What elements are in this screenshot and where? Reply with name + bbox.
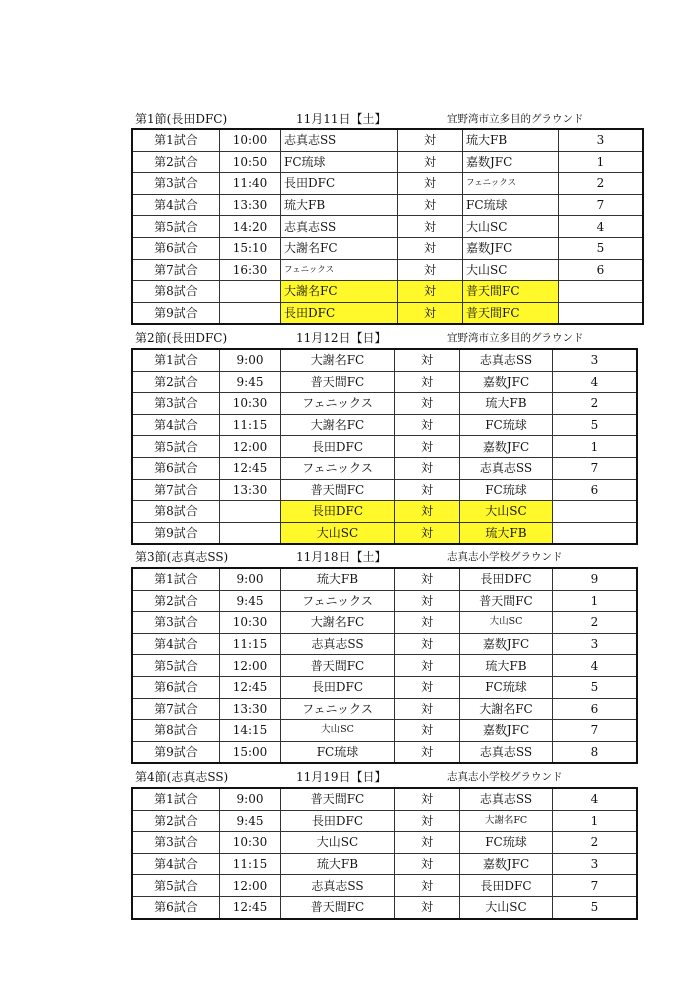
home-team: 普天間FC bbox=[281, 896, 395, 918]
versus-label: 対 bbox=[395, 676, 460, 698]
kickoff-time: 11:15 bbox=[220, 633, 281, 655]
home-team: 志真志SS bbox=[281, 216, 398, 238]
section-venue: 志真志小学校グラウンド bbox=[447, 551, 563, 563]
match-number: 第3試合 bbox=[132, 832, 220, 854]
table-row bbox=[132, 414, 637, 436]
kickoff-time: 13:30 bbox=[220, 194, 281, 216]
section-venue: 宜野湾市立多目的グラウンド bbox=[447, 332, 584, 344]
section-venue: 宜野湾市立多目的グラウンド bbox=[447, 113, 584, 125]
kickoff-time bbox=[220, 501, 281, 523]
away-team: 琉大FB bbox=[463, 129, 559, 151]
referee-team-number: 7 bbox=[553, 720, 638, 742]
referee-team-number: 2 bbox=[553, 612, 638, 634]
table-row bbox=[132, 720, 637, 742]
match-number: 第9試合 bbox=[132, 741, 220, 763]
away-team: FC琉球 bbox=[460, 479, 553, 501]
home-team: 大山SC bbox=[281, 522, 395, 544]
versus-label: 対 bbox=[395, 612, 460, 634]
table-row bbox=[132, 612, 637, 634]
away-team: 嘉数JFC bbox=[460, 853, 553, 875]
referee-team-number: 6 bbox=[553, 479, 638, 501]
referee-team-number: 1 bbox=[553, 810, 638, 832]
match-number: 第6試合 bbox=[132, 896, 220, 918]
section-header bbox=[131, 545, 629, 565]
away-team: 嘉数JFC bbox=[460, 371, 553, 393]
referee-team-number: 3 bbox=[559, 129, 644, 151]
away-team: FC琉球 bbox=[460, 676, 553, 698]
kickoff-time: 14:20 bbox=[220, 216, 281, 238]
table-row bbox=[132, 281, 643, 303]
home-team: 琉大FB bbox=[281, 853, 395, 875]
referee-team-number: 5 bbox=[553, 676, 638, 698]
section-date: 11月11日【土】 bbox=[296, 112, 387, 126]
away-team: 琉大FB bbox=[460, 393, 553, 415]
table-row bbox=[132, 302, 643, 324]
kickoff-time: 11:40 bbox=[220, 173, 281, 195]
kickoff-time: 10:00 bbox=[220, 129, 281, 151]
section-title: 第2節(長田DFC) bbox=[135, 331, 228, 345]
table-row bbox=[132, 698, 637, 720]
home-team: フェニックス bbox=[281, 698, 395, 720]
home-team: 普天間FC bbox=[281, 655, 395, 677]
away-team: 志真志SS bbox=[460, 457, 553, 479]
referee-team-number: 3 bbox=[553, 349, 638, 371]
away-team: 大山SC bbox=[460, 896, 553, 918]
table-row bbox=[132, 173, 643, 195]
home-team: 普天間FC bbox=[281, 479, 395, 501]
versus-label: 対 bbox=[395, 590, 460, 612]
home-team: 長田DFC bbox=[281, 810, 395, 832]
table-row bbox=[132, 237, 643, 259]
away-team: 琉大FB bbox=[460, 522, 553, 544]
away-team: 普天間FC bbox=[460, 590, 553, 612]
table-row bbox=[132, 436, 637, 458]
match-number: 第2試合 bbox=[132, 590, 220, 612]
match-table bbox=[131, 128, 644, 325]
away-team: 長田DFC bbox=[460, 568, 553, 590]
away-team: 嘉数JFC bbox=[460, 720, 553, 742]
table-row bbox=[132, 568, 637, 590]
away-team: 普天間FC bbox=[463, 281, 559, 303]
match-number: 第5試合 bbox=[132, 875, 220, 897]
away-team: 嘉数JFC bbox=[463, 237, 559, 259]
away-team: フェニックス bbox=[463, 173, 559, 195]
versus-label: 対 bbox=[398, 281, 463, 303]
match-number: 第2試合 bbox=[132, 810, 220, 832]
match-number: 第4試合 bbox=[132, 414, 220, 436]
versus-label: 対 bbox=[395, 655, 460, 677]
referee-team-number: 7 bbox=[553, 875, 638, 897]
table-row bbox=[132, 129, 643, 151]
home-team: 志真志SS bbox=[281, 633, 395, 655]
away-team: 大謝名FC bbox=[460, 810, 553, 832]
match-number: 第5試合 bbox=[132, 216, 220, 238]
home-team: 大謝名FC bbox=[281, 281, 398, 303]
match-number: 第4試合 bbox=[132, 853, 220, 875]
versus-label: 対 bbox=[395, 371, 460, 393]
versus-label: 対 bbox=[395, 501, 460, 523]
versus-label: 対 bbox=[395, 349, 460, 371]
table-row bbox=[132, 676, 637, 698]
match-number: 第3試合 bbox=[132, 173, 220, 195]
kickoff-time: 9:00 bbox=[220, 788, 281, 810]
section-title: 第1節(長田DFC) bbox=[135, 112, 228, 126]
referee-team-number: 2 bbox=[559, 173, 644, 195]
kickoff-time: 12:45 bbox=[220, 896, 281, 918]
match-table bbox=[131, 567, 638, 764]
match-number: 第4試合 bbox=[132, 194, 220, 216]
kickoff-time: 10:50 bbox=[220, 151, 281, 173]
away-team: 大山SC bbox=[463, 259, 559, 281]
versus-label: 対 bbox=[395, 568, 460, 590]
away-team: 大山SC bbox=[460, 501, 553, 523]
match-number: 第1試合 bbox=[132, 129, 220, 151]
referee-team-number: 5 bbox=[559, 237, 644, 259]
home-team: 大謝名FC bbox=[281, 414, 395, 436]
referee-team-number: 5 bbox=[553, 896, 638, 918]
away-team: 長田DFC bbox=[460, 875, 553, 897]
kickoff-time: 15:00 bbox=[220, 741, 281, 763]
referee-team-number bbox=[553, 501, 638, 523]
match-number: 第7試合 bbox=[132, 479, 220, 501]
referee-team-number: 3 bbox=[553, 853, 638, 875]
versus-label: 対 bbox=[398, 151, 463, 173]
home-team: 志真志SS bbox=[281, 875, 395, 897]
kickoff-time: 13:30 bbox=[220, 479, 281, 501]
table-row bbox=[132, 655, 637, 677]
versus-label: 対 bbox=[395, 522, 460, 544]
match-number: 第5試合 bbox=[132, 436, 220, 458]
match-table bbox=[131, 348, 638, 545]
versus-label: 対 bbox=[395, 832, 460, 854]
kickoff-time: 10:30 bbox=[220, 393, 281, 415]
home-team: 長田DFC bbox=[281, 436, 395, 458]
home-team: 普天間FC bbox=[281, 788, 395, 810]
match-number: 第2試合 bbox=[132, 151, 220, 173]
kickoff-time: 12:45 bbox=[220, 676, 281, 698]
versus-label: 対 bbox=[398, 237, 463, 259]
table-row bbox=[132, 788, 637, 810]
versus-label: 対 bbox=[395, 393, 460, 415]
away-team: FC琉球 bbox=[463, 194, 559, 216]
away-team: 普天間FC bbox=[463, 302, 559, 324]
versus-label: 対 bbox=[395, 741, 460, 763]
kickoff-time: 11:15 bbox=[220, 853, 281, 875]
referee-team-number: 4 bbox=[559, 216, 644, 238]
kickoff-time: 9:45 bbox=[220, 810, 281, 832]
kickoff-time: 12:00 bbox=[220, 875, 281, 897]
kickoff-time bbox=[220, 522, 281, 544]
match-number: 第7試合 bbox=[132, 698, 220, 720]
referee-team-number: 5 bbox=[553, 414, 638, 436]
kickoff-time: 10:30 bbox=[220, 612, 281, 634]
table-row bbox=[132, 832, 637, 854]
kickoff-time bbox=[220, 302, 281, 324]
match-number: 第1試合 bbox=[132, 349, 220, 371]
kickoff-time: 11:15 bbox=[220, 414, 281, 436]
home-team: フェニックス bbox=[281, 590, 395, 612]
away-team: 琉大FB bbox=[460, 655, 553, 677]
home-team: 志真志SS bbox=[281, 129, 398, 151]
table-row bbox=[132, 590, 637, 612]
table-row bbox=[132, 393, 637, 415]
away-team: 志真志SS bbox=[460, 349, 553, 371]
home-team: 大山SC bbox=[281, 720, 395, 742]
match-number: 第1試合 bbox=[132, 568, 220, 590]
away-team: 嘉数JFC bbox=[460, 436, 553, 458]
section-header bbox=[131, 107, 629, 127]
home-team: FC琉球 bbox=[281, 151, 398, 173]
match-number: 第4試合 bbox=[132, 633, 220, 655]
kickoff-time: 16:30 bbox=[220, 259, 281, 281]
referee-team-number: 1 bbox=[559, 151, 644, 173]
kickoff-time bbox=[220, 281, 281, 303]
versus-label: 対 bbox=[395, 414, 460, 436]
kickoff-time: 13:30 bbox=[220, 698, 281, 720]
versus-label: 対 bbox=[398, 216, 463, 238]
match-number: 第5試合 bbox=[132, 655, 220, 677]
versus-label: 対 bbox=[398, 259, 463, 281]
match-table bbox=[131, 787, 638, 920]
home-team: 長田DFC bbox=[281, 302, 398, 324]
kickoff-time: 9:45 bbox=[220, 371, 281, 393]
table-row bbox=[132, 259, 643, 281]
section-venue: 志真志小学校グラウンド bbox=[447, 771, 563, 783]
table-row bbox=[132, 853, 637, 875]
referee-team-number: 4 bbox=[553, 655, 638, 677]
kickoff-time: 12:00 bbox=[220, 436, 281, 458]
match-number: 第9試合 bbox=[132, 302, 220, 324]
section-header bbox=[131, 326, 629, 346]
versus-label: 対 bbox=[395, 436, 460, 458]
referee-team-number: 4 bbox=[553, 371, 638, 393]
away-team: FC琉球 bbox=[460, 832, 553, 854]
home-team: フェニックス bbox=[281, 259, 398, 281]
table-row bbox=[132, 457, 637, 479]
referee-team-number: 4 bbox=[553, 788, 638, 810]
match-number: 第8試合 bbox=[132, 720, 220, 742]
home-team: FC琉球 bbox=[281, 741, 395, 763]
kickoff-time: 9:45 bbox=[220, 590, 281, 612]
versus-label: 対 bbox=[395, 633, 460, 655]
versus-label: 対 bbox=[395, 457, 460, 479]
referee-team-number bbox=[553, 522, 638, 544]
versus-label: 対 bbox=[395, 788, 460, 810]
referee-team-number bbox=[559, 281, 644, 303]
versus-label: 対 bbox=[395, 720, 460, 742]
match-number: 第8試合 bbox=[132, 281, 220, 303]
table-row bbox=[132, 896, 637, 918]
away-team: 大山SC bbox=[463, 216, 559, 238]
table-row bbox=[132, 810, 637, 832]
home-team: 大謝名FC bbox=[281, 349, 395, 371]
match-number: 第1試合 bbox=[132, 788, 220, 810]
home-team: 大謝名FC bbox=[281, 237, 398, 259]
versus-label: 対 bbox=[395, 479, 460, 501]
home-team: 普天間FC bbox=[281, 371, 395, 393]
home-team: フェニックス bbox=[281, 393, 395, 415]
away-team: 大謝名FC bbox=[460, 698, 553, 720]
match-number: 第9試合 bbox=[132, 522, 220, 544]
table-row bbox=[132, 479, 637, 501]
referee-team-number: 2 bbox=[553, 393, 638, 415]
referee-team-number: 2 bbox=[553, 832, 638, 854]
section-date: 11月19日【日】 bbox=[296, 770, 387, 784]
referee-team-number: 6 bbox=[553, 698, 638, 720]
versus-label: 対 bbox=[395, 810, 460, 832]
table-row bbox=[132, 633, 637, 655]
home-team: 大山SC bbox=[281, 832, 395, 854]
kickoff-time: 9:00 bbox=[220, 349, 281, 371]
referee-team-number: 3 bbox=[553, 633, 638, 655]
referee-team-number: 7 bbox=[559, 194, 644, 216]
referee-team-number: 9 bbox=[553, 568, 638, 590]
table-row bbox=[132, 741, 637, 763]
home-team: 琉大FB bbox=[281, 194, 398, 216]
kickoff-time: 14:15 bbox=[220, 720, 281, 742]
home-team: 長田DFC bbox=[281, 676, 395, 698]
home-team: 長田DFC bbox=[281, 173, 398, 195]
table-row bbox=[132, 194, 643, 216]
versus-label: 対 bbox=[398, 173, 463, 195]
versus-label: 対 bbox=[398, 194, 463, 216]
versus-label: 対 bbox=[395, 853, 460, 875]
versus-label: 対 bbox=[395, 896, 460, 918]
kickoff-time: 15:10 bbox=[220, 237, 281, 259]
match-number: 第3試合 bbox=[132, 393, 220, 415]
table-row bbox=[132, 349, 637, 371]
section-title: 第4節(志真志SS) bbox=[135, 770, 229, 784]
section-title: 第3節(志真志SS) bbox=[135, 550, 229, 564]
referee-team-number: 6 bbox=[559, 259, 644, 281]
section-date: 11月18日【土】 bbox=[296, 550, 387, 564]
versus-label: 対 bbox=[398, 129, 463, 151]
kickoff-time: 9:00 bbox=[220, 568, 281, 590]
away-team: 嘉数JFC bbox=[460, 633, 553, 655]
section-header bbox=[131, 765, 629, 785]
away-team: FC琉球 bbox=[460, 414, 553, 436]
versus-label: 対 bbox=[395, 698, 460, 720]
match-number: 第8試合 bbox=[132, 501, 220, 523]
home-team: 琉大FB bbox=[281, 568, 395, 590]
section-date: 11月12日【日】 bbox=[296, 331, 387, 345]
table-row bbox=[132, 216, 643, 238]
match-number: 第2試合 bbox=[132, 371, 220, 393]
match-number: 第3試合 bbox=[132, 612, 220, 634]
table-row bbox=[132, 522, 637, 544]
referee-team-number: 8 bbox=[553, 741, 638, 763]
home-team: 大謝名FC bbox=[281, 612, 395, 634]
away-team: 志真志SS bbox=[460, 741, 553, 763]
kickoff-time: 12:00 bbox=[220, 655, 281, 677]
versus-label: 対 bbox=[398, 302, 463, 324]
kickoff-time: 10:30 bbox=[220, 832, 281, 854]
match-number: 第6試合 bbox=[132, 457, 220, 479]
match-number: 第7試合 bbox=[132, 259, 220, 281]
home-team: 長田DFC bbox=[281, 501, 395, 523]
home-team: フェニックス bbox=[281, 457, 395, 479]
match-number: 第6試合 bbox=[132, 676, 220, 698]
table-row bbox=[132, 371, 637, 393]
kickoff-time: 12:45 bbox=[220, 457, 281, 479]
table-row bbox=[132, 151, 643, 173]
referee-team-number: 1 bbox=[553, 590, 638, 612]
match-number: 第6試合 bbox=[132, 237, 220, 259]
away-team: 志真志SS bbox=[460, 788, 553, 810]
referee-team-number: 1 bbox=[553, 436, 638, 458]
versus-label: 対 bbox=[395, 875, 460, 897]
away-team: 大山SC bbox=[460, 612, 553, 634]
referee-team-number bbox=[559, 302, 644, 324]
away-team: 嘉数JFC bbox=[463, 151, 559, 173]
referee-team-number: 7 bbox=[553, 457, 638, 479]
table-row bbox=[132, 875, 637, 897]
table-row bbox=[132, 501, 637, 523]
